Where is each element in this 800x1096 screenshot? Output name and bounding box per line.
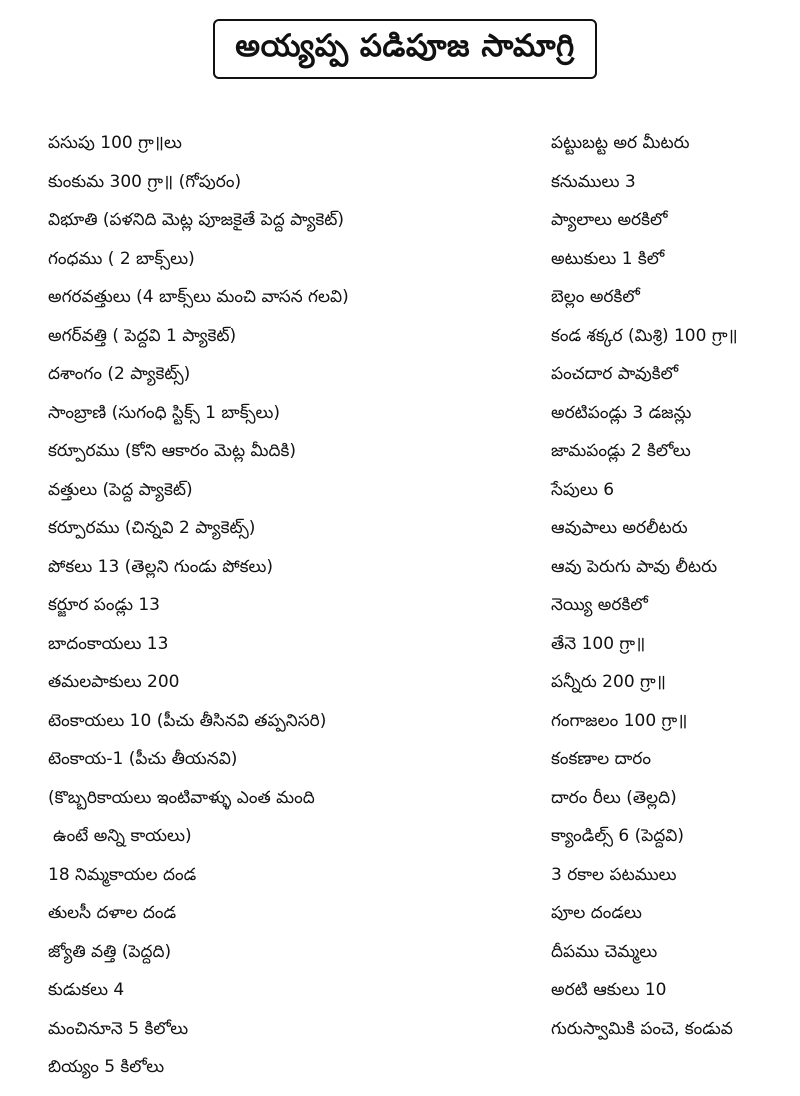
list-item: విభూతి (పళనిది మెట్ల పూజకైతే పెద్ద ప్యాకెట్) — [48, 210, 345, 230]
list-item: గంగాజలం 100 గ్రా॥ — [551, 710, 688, 731]
list-item: పట్టుబట్ట అర మీటరు — [551, 133, 690, 153]
list-item: గురుస్వామికి పంచె, కండువ — [551, 1018, 733, 1039]
list-item: జ్యోతి వత్తి (పెద్దది) — [48, 941, 172, 962]
list-item: దీపము చెమ్మలు — [551, 941, 658, 962]
list-item: ఆవుపాలు అరలీటరు — [551, 518, 688, 538]
list-item: అరటి ఆకులు 10 — [551, 980, 667, 1000]
list-item: అగర్‌వత్తి ( పెద్దవి 1 ప్యాకెట్) — [48, 325, 237, 346]
list-item: పసుపు 100 గ్రా॥లు — [48, 133, 182, 153]
list-item: గంధము ( 2 బాక్స్‌లు) — [48, 248, 195, 269]
list-item: టెంకాయలు 10 (పీచు తీసినవి తప్పనిసరి) — [48, 710, 327, 731]
list-item: బాదంకాయలు 13 — [48, 633, 169, 654]
list-item: తులసీ దళాల దండ — [48, 903, 177, 923]
list-item: కండ శక్కర (మిశ్రి) 100 గ్రా॥ — [551, 325, 738, 346]
list-item: సేపులు 6 — [551, 479, 615, 500]
list-item: జామపండ్లు 2 కిలోలు — [551, 441, 691, 461]
list-item: క్యాండిల్స్ 6 (పెద్దవి) — [551, 826, 685, 846]
list-item: 18 నిమ్మకాయల దండ — [48, 864, 197, 885]
list-item: ప్యాలాలు అరకిలో — [551, 210, 668, 230]
list-item: కర్జూర పండ్లు 13 — [48, 595, 160, 615]
list-item: 3 రకాల పటములు — [551, 864, 677, 885]
list-item: కుంకుమ 300 గ్రా॥ (గోపురం) — [48, 171, 242, 192]
list-item: పన్నీరు 200 గ్రా॥ — [551, 672, 666, 692]
list-item: కంకణాల దారం — [551, 749, 652, 769]
list-item: బియ్యం 5 కిలోలు — [48, 1057, 165, 1077]
list-item: కుడుకలు 4 — [48, 980, 125, 1000]
title-box — [213, 19, 597, 79]
list-item: నెయ్యి అరకిలో — [551, 595, 648, 615]
list-item: వత్తులు (పెద్ద ప్యాకెట్) — [48, 479, 193, 500]
list-item: ఉంటే అన్ని కాయలు) — [53, 826, 192, 846]
list-item: తమలపాకులు 200 — [48, 672, 180, 692]
list-item: సాంబ్రాణి (సుగంధి స్టిక్స్ 1 బాక్స్‌లు) — [48, 402, 281, 423]
list-item: అటుకులు 1 కిలో — [551, 248, 665, 269]
list-item: పోకలు 13 (తెల్లని గుండు పోకలు) — [48, 556, 274, 577]
list-item: కనుములు 3 — [551, 171, 636, 192]
left-item-list — [48, 124, 518, 1087]
list-item: (కొబ్బరికాయలు ఇంటివాళ్ళు ఎంత మంది — [48, 787, 315, 808]
list-item: కర్పూరము (చిన్నవి 2 ప్యాకెట్స్) — [48, 518, 256, 538]
list-item: అరటిపండ్లు 3 డజన్లు — [551, 402, 692, 423]
list-item: టెంకాయ-1 (పీచు తీయనవి) — [48, 749, 238, 769]
list-item: తేనె 100 గ్రా॥ — [551, 633, 646, 654]
list-item: ఆవు పెరుగు పావు లీటరు — [551, 556, 718, 577]
list-item: బెల్లం అరకిలో — [551, 287, 640, 307]
list-item: కర్పూరము (కోని ఆకారం మెట్ల మీదికి) — [48, 441, 296, 461]
list-item: అగరవత్తులు (4 బాక్స్‌లు మంచి వాసన గలవి) — [48, 287, 349, 307]
page-title: అయ్యప్ప పడిపూజ సామాగ్రి — [235, 27, 575, 64]
list-item: పూల దండలు — [551, 903, 642, 923]
list-item: దశాంగం (2 ప్యాకెట్స్) — [48, 364, 191, 384]
list-item: దారం రీలు (తెల్లది) — [551, 787, 677, 808]
list-item: పంచదార పావుకిలో — [551, 364, 679, 384]
right-item-list — [551, 124, 796, 1048]
list-item: మంచినూనె 5 కిలోలు — [48, 1018, 189, 1039]
